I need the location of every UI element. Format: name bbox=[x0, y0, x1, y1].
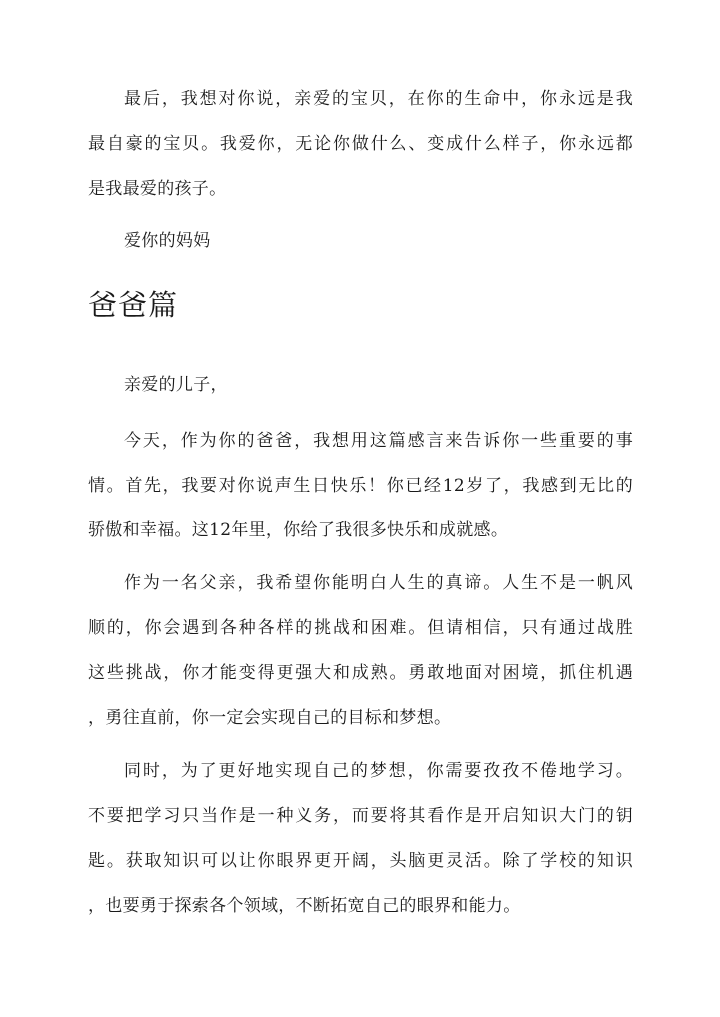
dad-p3-line-2: 不要把学习只当作是一种义务，而要将其看作是开启知识大门的钥 bbox=[88, 806, 633, 826]
dad-p1-line-1: 今天，作为你的爸爸，我想用这篇感言来告诉你一些重要的事 bbox=[124, 431, 633, 451]
dad-p2-line-4: ，勇往直前，你一定会实现自己的目标和梦想。 bbox=[88, 708, 452, 728]
dad-p1-line-3: 骄傲和幸福。这12年里，你给了我很多快乐和成就感。 bbox=[88, 520, 509, 540]
mom-closing-line-2: 最自豪的宝贝。我爱你，无论你做什么、变成什么样子，你永远都 bbox=[88, 134, 633, 154]
dad-p2-line-2: 顺的，你会遇到各种各样的挑战和困难。但请相信，只有通过战胜 bbox=[88, 618, 633, 638]
dad-p3-line-1: 同时，为了更好地实现自己的梦想，你需要孜孜不倦地学习。 bbox=[124, 761, 633, 781]
dad-p3-line-4: ，也要勇于探索各个领域，不断拓宽自己的眼界和能力。 bbox=[88, 896, 521, 916]
dad-greeting: 亲爱的儿子， bbox=[124, 375, 228, 395]
dad-p3-line-3: 匙。获取知识可以让你眼界更开阔，头脑更灵活。除了学校的知识 bbox=[88, 851, 633, 871]
mom-closing-line-1: 最后，我想对你说，亲爱的宝贝，在你的生命中，你永远是我 bbox=[124, 89, 633, 109]
mom-closing-line-3: 是我最爱的孩子。 bbox=[88, 179, 227, 199]
dad-p2-line-3: 这些挑战，你才能变得更强大和成熟。勇敢地面对困境，抓住机遇 bbox=[88, 663, 633, 683]
dad-p1-line-2: 情。首先，我要对你说声生日快乐！你已经12岁了，我感到无比的 bbox=[88, 476, 633, 496]
dad-p2-line-1: 作为一名父亲，我希望你能明白人生的真谛。人生不是一帆风 bbox=[124, 573, 633, 593]
section-heading-dad: 爸爸篇 bbox=[88, 288, 179, 322]
mom-signature: 爱你的妈妈 bbox=[124, 231, 211, 251]
